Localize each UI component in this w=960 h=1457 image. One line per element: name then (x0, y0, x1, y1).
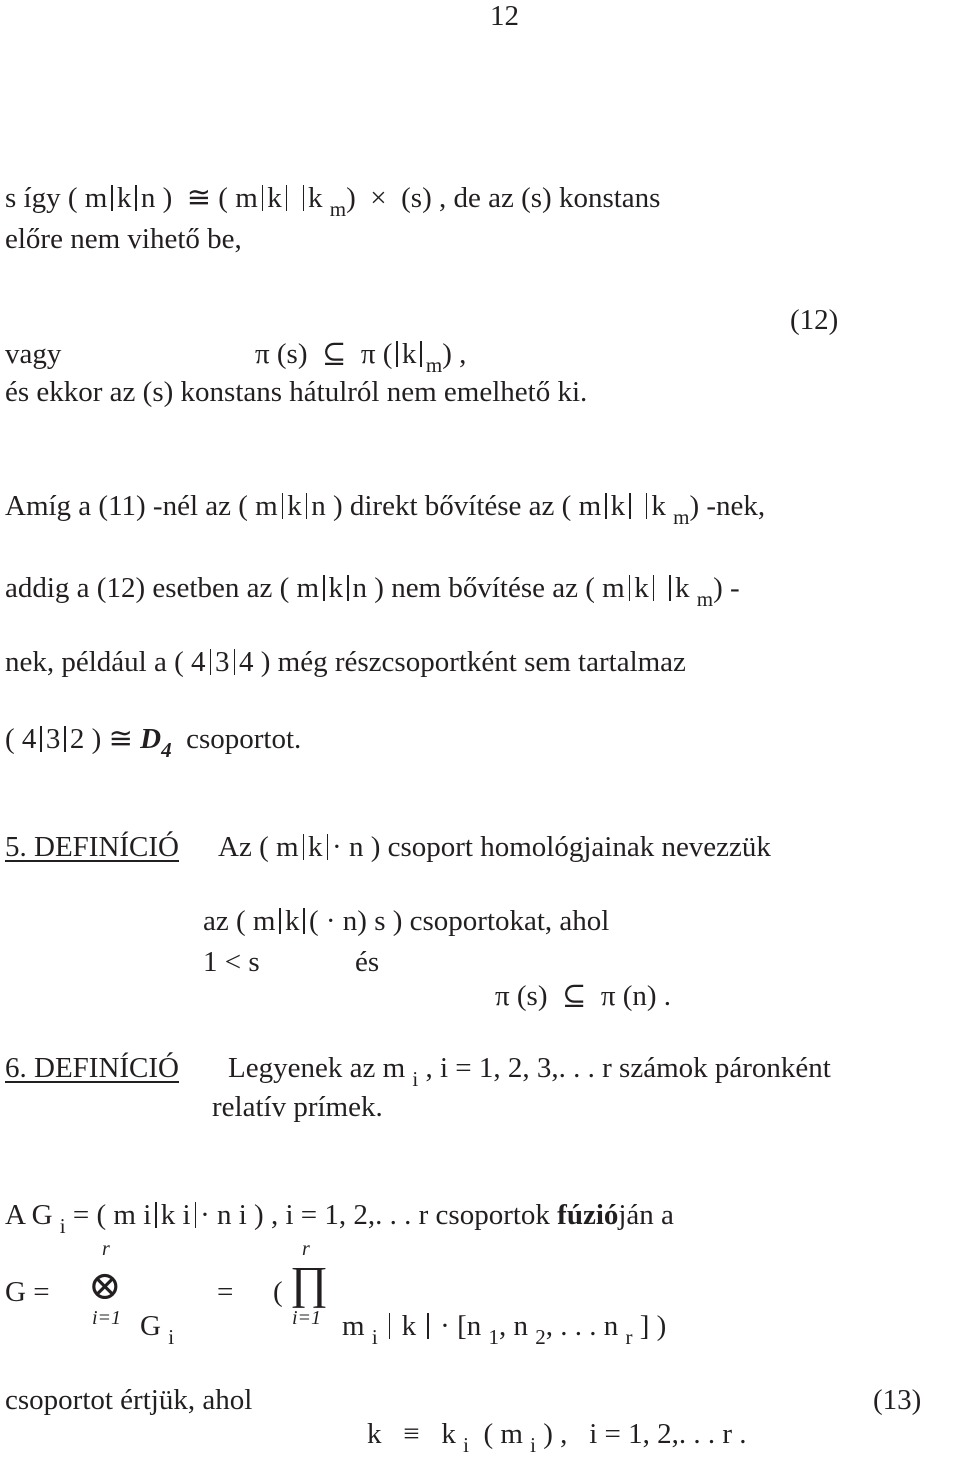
text-segment: k (441, 1418, 456, 1450)
open-paren: ( (273, 1276, 283, 1308)
definition-6-text (228, 1017, 831, 1091)
text-segment: n ) nem bővítése az ( m (352, 572, 625, 604)
definition-5-text (218, 796, 771, 864)
text-segment: k (401, 338, 417, 370)
text-segment: k (308, 831, 323, 863)
text-segment: ) (346, 182, 356, 214)
text-segment: k (328, 572, 344, 604)
text-line-4: és ekkor az (s) konstans hátulról nem emelhető ki. (5, 376, 588, 408)
text-segment: π (s) (255, 338, 308, 370)
text-segment: · n i ) , i = 1, 2,. . . r csoportok (200, 1199, 550, 1231)
text-segment: π (n) . (600, 980, 672, 1012)
last-line: csoportot értjük, ahol (5, 1384, 253, 1416)
definition-5-cond-a: 1 < s (203, 946, 260, 978)
product-lower-limit: i=1 (292, 1307, 322, 1329)
definition-5-cond-b: és (355, 946, 380, 978)
gi-term (140, 1275, 175, 1349)
text-line-7 (5, 611, 686, 679)
subscript: 1 (488, 1325, 499, 1349)
text-segment: Amíg a (11) -nél az ( m (5, 490, 278, 522)
subscript: i (168, 1325, 175, 1349)
equivalence-symbol: ≡ (403, 1418, 420, 1450)
fusion-term: fúzió (557, 1199, 619, 1231)
text-segment: nek, például a ( 4 (5, 646, 206, 678)
text-segment: k (287, 490, 302, 522)
text-line-3 (5, 303, 61, 371)
product-body (342, 1275, 667, 1349)
text-segment: ) , (442, 338, 467, 370)
text-segment: , . . . n (545, 1310, 619, 1342)
text-segment: k (267, 182, 282, 214)
definition-5-line (5, 796, 179, 864)
last-line-formula (367, 1383, 747, 1457)
text-segment: vagy (5, 338, 62, 370)
g-equals: G = (5, 1276, 50, 1308)
otimes-symbol: ⊗ (88, 1263, 122, 1308)
text-segment: = ( m i (72, 1199, 152, 1231)
text-line-5 (5, 455, 766, 529)
text-segment: ( m (483, 1418, 523, 1450)
text-segment: π ( (360, 338, 393, 370)
equals-sign: = (217, 1276, 234, 1308)
text-line-2: előre nem vihető be, (5, 223, 242, 255)
subscript: r (625, 1325, 633, 1349)
text-line-6 (5, 537, 740, 611)
subscript: i (371, 1325, 378, 1349)
text-segment: 3 (45, 723, 61, 755)
subscript: i (59, 1214, 66, 1238)
text-segment: ) , (543, 1418, 568, 1450)
text-segment: k (401, 1310, 417, 1342)
dihedral-group: D (140, 723, 162, 755)
text-segment: 2 ) (69, 723, 102, 755)
text-line-8 (5, 688, 302, 762)
subscript: i (463, 1433, 469, 1457)
text-segment: n ) direkt bővítése az ( m (311, 490, 602, 522)
text-segment: k (634, 572, 649, 604)
text-segment: 4 ) még részcsoportként sem tartalmaz (239, 646, 686, 678)
text-segment: m (342, 1310, 365, 1342)
subscript: i (530, 1433, 537, 1457)
subscript: 2 (535, 1325, 546, 1349)
text-segment: n ) (140, 182, 173, 214)
text-line-1 (5, 147, 661, 221)
otimes-lower-limit: i=1 (92, 1307, 122, 1329)
text-segment: ( · n) s ) csoportokat, ahol (308, 905, 610, 937)
text-segment: ) -nek, (689, 490, 766, 522)
subscript: m (696, 587, 714, 611)
formula-12 (255, 303, 467, 377)
text-segment: · [n (440, 1310, 482, 1342)
congruence-symbol: ≅ (108, 723, 133, 755)
subscript: m (425, 353, 443, 377)
text-segment: ( 4 (5, 723, 37, 755)
text-segment: Az ( m (218, 831, 299, 863)
text-segment: ≅ ( m (186, 182, 258, 214)
definition-5-cond-c (495, 945, 671, 1013)
text-segment: ) - (713, 572, 740, 604)
definition-6-line (5, 1017, 179, 1085)
subset-symbol: ⊆ (562, 980, 587, 1012)
subset-symbol: ⊆ (322, 338, 347, 370)
text-segment: k (367, 1418, 382, 1450)
text-segment: addig a (12) esetben az ( m (5, 572, 320, 604)
text-segment: ján a (618, 1199, 674, 1231)
definition-5-line-2 (203, 870, 609, 938)
product-symbol: ∏ (290, 1257, 328, 1308)
text-segment: Legyenek az m (228, 1052, 406, 1084)
equation-number-13: (13) (873, 1384, 922, 1416)
text-segment: az ( m (203, 905, 276, 937)
text-segment: k i (160, 1199, 191, 1231)
subscript: i (412, 1067, 419, 1091)
text-segment: k (651, 490, 666, 522)
text-segment: k (610, 490, 626, 522)
text-segment: csoportot. (186, 723, 302, 755)
text-segment: k (284, 905, 300, 937)
definition-6-label: 6. DEFINÍCIÓ (5, 1052, 179, 1084)
text-segment: ] ) (639, 1310, 667, 1342)
text-segment: s így ( m (5, 182, 108, 214)
text-segment: k (116, 182, 132, 214)
equation-number-12: (12) (790, 304, 839, 336)
text-segment: π (s) (495, 980, 548, 1012)
text-segment: , n (498, 1310, 528, 1342)
text-segment: G (140, 1310, 161, 1342)
text-segment: A G (5, 1199, 53, 1231)
otimes-upper-limit: r (102, 1238, 110, 1260)
subscript: 4 (161, 738, 172, 762)
subscript: m (673, 505, 690, 529)
text-segment: · n ) csoport homológjainak nevezzük (332, 831, 771, 863)
text-segment: k (674, 572, 690, 604)
text-segment: , i = 1, 2, 3,. . . r számok páronként (425, 1052, 831, 1084)
times-symbol: × (370, 182, 387, 214)
product-upper-limit: r (302, 1238, 310, 1260)
text-segment: 3 (215, 646, 230, 678)
subscript: m (329, 197, 347, 221)
fusion-line (5, 1164, 674, 1238)
text-segment: i = 1, 2,. . . r . (589, 1418, 747, 1450)
text-segment: (s) , de az (s) konstans (401, 182, 661, 214)
definition-6-line-2: relatív prímek. (212, 1091, 383, 1123)
page-number: 12 (490, 0, 519, 32)
text-segment: k (308, 182, 323, 214)
definition-5-label: 5. DEFINÍCIÓ (5, 831, 179, 863)
